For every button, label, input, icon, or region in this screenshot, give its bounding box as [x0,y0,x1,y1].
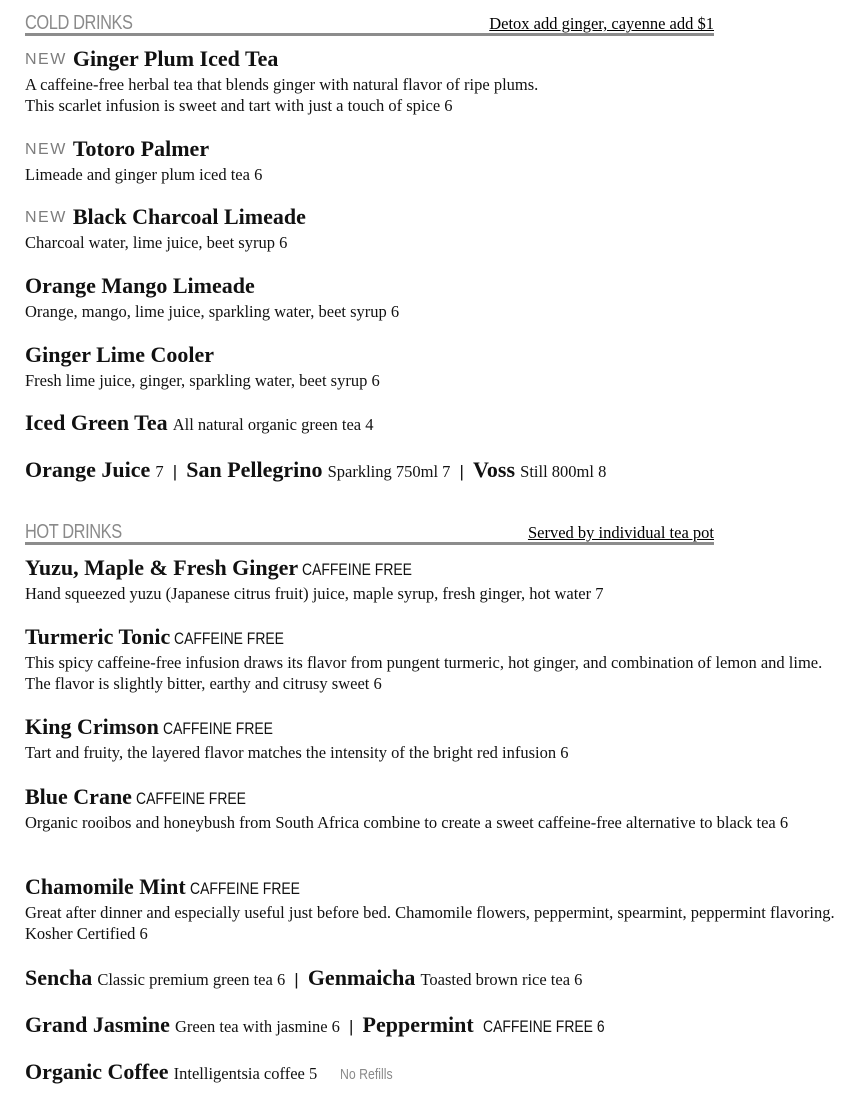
item-name-orange-juice: Orange Juice [25,457,151,482]
caffeine-free-label: CAFFEINE FREE [174,629,285,648]
separator: | [172,462,178,481]
item-description-line-2: This scarlet infusion is sweet and tart with just a touch of spice 6 [25,96,453,115]
item-description: Fresh lime juice, ginger, sparkling water, beet syrup 6 [25,371,380,390]
separator: | [459,462,464,481]
caffeine-free-label: CAFFEINE FREE [162,719,273,738]
menu-item-sencha-genmaicha [25,965,840,991]
menu-item-jasmine-peppermint [25,1012,840,1038]
menu-item-chamomile-mint [25,874,840,944]
item-description-sencha: Classic premium green tea 6 [97,970,286,989]
item-description-grand-jasmine: Green tea with jasmine 6 [174,1017,340,1036]
item-description: Intelligentsia coffee 5 [173,1064,318,1083]
item-name: Orange Mango Limeade [25,273,255,298]
separator: | [349,1017,354,1036]
caffeine-free-label: CAFFEINE FREE [189,879,300,898]
menu-item-ginger-plum-iced-tea [25,46,840,116]
menu-item-ginger-lime-cooler [25,342,840,391]
new-badge: NEW [25,51,67,68]
item-description: Hand squeezed yuzu (Japanese citrus fruit) juice, maple syrup, fresh ginger, hot water 7 [25,584,604,603]
menu-item-turmeric-tonic [25,624,840,694]
item-name-grand-jasmine: Grand Jasmine [25,1012,170,1037]
menu-item-totoro-palmer [25,136,840,185]
menu-item-yuzu-maple-ginger [25,555,840,604]
item-description: This spicy caffeine-free infusion draws its flavor from pungent turmeric, hot ginger, and combination of lemon and lime. The flavor is slightly bitter, earthy and citrusy sweet 6 [25,653,823,693]
item-name: Iced Green Tea [25,410,168,435]
item-name: Blue Crane [25,784,132,809]
item-name: Ginger Lime Cooler [25,342,214,367]
item-name-voss: Voss [473,457,516,482]
item-description: Limeade and ginger plum iced tea 6 [25,165,263,184]
item-description-voss: Still 800ml 8 [520,462,607,481]
item-name: King Crimson [25,714,159,739]
item-description-genmaicha: Toasted brown rice tea 6 [420,970,583,989]
item-description: Charcoal water, lime juice, beet syrup 6 [25,233,288,252]
item-name-peppermint: Peppermint [362,1012,474,1037]
cold-drinks-title: COLD DRINKS [25,12,133,34]
item-description: All natural organic green tea 4 [172,415,374,434]
new-badge: NEW [25,209,67,226]
item-description [25,74,840,116]
item-description-peppermint: CAFFEINE FREE 6 [482,1017,605,1036]
item-name-genmaicha: Genmaicha [307,965,416,990]
item-name: Yuzu, Maple & Fresh Ginger [25,555,299,580]
item-name-sencha: Sencha [25,965,93,990]
item-name: Black Charcoal Limeade [72,204,306,229]
menu-item-black-charcoal-limeade [25,204,840,253]
no-refills-note: No Refills [340,1066,393,1083]
item-name: Totoro Palmer [72,136,210,161]
item-name: Ginger Plum Iced Tea [72,46,279,71]
caffeine-free-label: CAFFEINE FREE [135,789,246,808]
item-description: Great after dinner and especially useful just before bed. Chamomile flowers, peppermint, spearmint, peppermint flavoring. Kosher Certified 6 [25,903,835,943]
item-name: Organic Coffee [25,1059,169,1084]
menu-item-juices-waters [25,457,840,483]
item-description: Tart and fruity, the layered flavor matches the intensity of the bright red infusion 6 [25,743,569,762]
item-name: Turmeric Tonic [25,624,171,649]
item-description: Organic rooibos and honeybush from South Africa combine to create a sweet caffeine-free alternative to black tea 6 [25,813,789,832]
separator: | [294,970,299,989]
hot-drinks-title: HOT DRINKS [25,521,122,543]
item-name-san-pellegrino: San Pellegrino [186,457,323,482]
item-name: Chamomile Mint [25,874,186,899]
caffeine-free-label: CAFFEINE FREE [302,560,413,579]
item-description: Orange, mango, lime juice, sparkling water, beet syrup 6 [25,302,400,321]
cold-drinks-header [25,9,714,36]
item-description-san-pellegrino: Sparkling 750ml 7 [327,462,451,481]
menu-item-organic-coffee [25,1059,840,1085]
item-description-line-1: A caffeine-free herbal tea that blends ginger with natural flavor of ripe plums. [25,75,539,94]
menu-item-king-crimson [25,714,840,763]
new-badge: NEW [25,141,67,158]
menu-item-orange-mango-limeade [25,273,840,322]
menu-item-blue-crane [25,784,840,833]
cold-drinks-note: Detox add ginger, cayenne add $1 [489,14,714,33]
hot-drinks-header [25,518,714,545]
hot-drinks-note: Served by individual tea pot [527,523,714,542]
item-price-orange-juice: 7 [155,462,164,481]
menu-item-iced-green-tea [25,410,840,436]
